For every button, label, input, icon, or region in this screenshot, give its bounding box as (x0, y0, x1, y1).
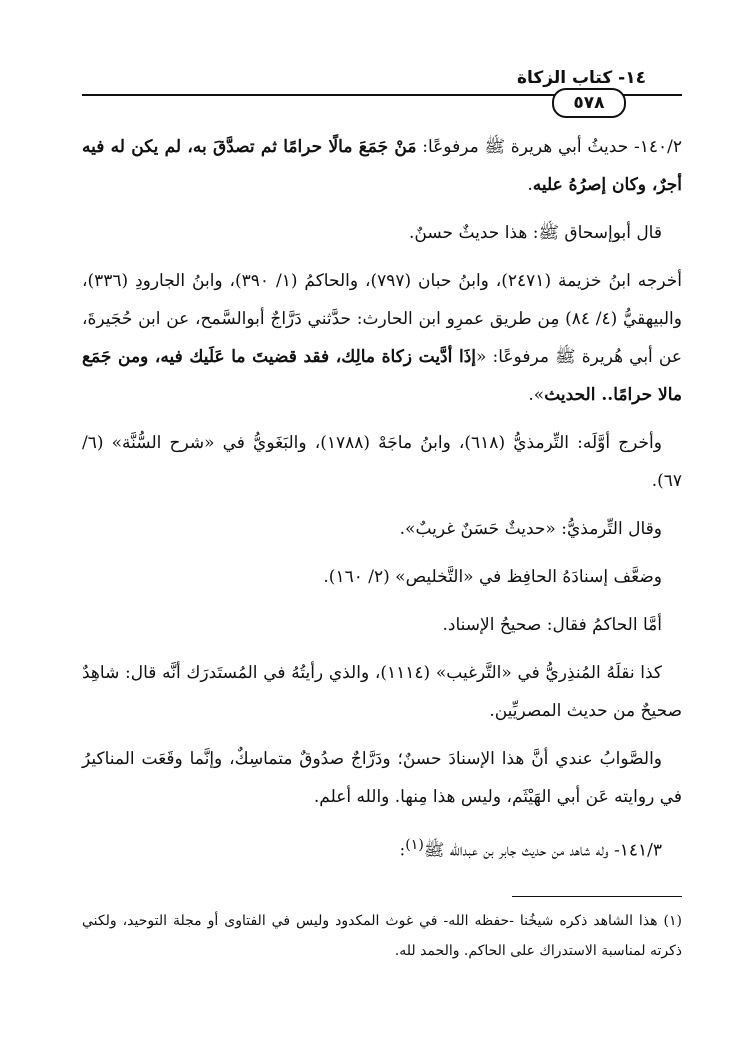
text-segment: مَنْ جَمَعَ مالًا حرامًا ثم تصدَّقَ به، لم يكن له فيه أجرٌ، وكان إصرُهُ عليه (82, 137, 682, 195)
main-text (82, 128, 682, 880)
footnote-marker[interactable]: (١) (405, 837, 424, 853)
text-segment: وأخرج أوَّلَه: التِّرمذيُّ (٦١٨)، وابنُ ماجَهْ (١٧٨٨)، والبَغَويُّ في «شرح السُّنَّة» (٦/ ٦٧). (82, 433, 682, 491)
paragraph (82, 606, 682, 644)
paragraph (82, 558, 682, 596)
text-segment: أخرجه ابنُ خزيمة (٢٤٧١)، وابنُ حبان (٧٩٧)، والحاكمُ (١/ ٣٩٠)، وابنُ الجارودِ (٣٣٦)، والبيهقيُّ (٤/ ٨٤) مِن طريق عمرِو ابن الحارث: حدَّثني دَرَّاجٌ أبوالسَّمح، عن ابن حُجَيرةَ، عن أبي هُريرة ﷺ مرفوعًا: « (82, 271, 682, 367)
paragraph (82, 740, 682, 816)
text-segment: وضعَّف إسنادَهُ الحافِظ في «التَّخليص» (٢/ ١٦٠). (323, 567, 662, 587)
text-segment: ». (528, 385, 545, 405)
footnotes (82, 906, 682, 966)
paragraph (82, 654, 682, 730)
page-number-badge: ٥٧٨ (552, 88, 626, 118)
text-segment: ١٤٠/٢- حديثُ أبي هريرة (505, 137, 682, 157)
text-segment: ١٤١/٣- وله شاهد من حديث جابر بن عبدالله ﷺ (423, 840, 662, 861)
text-segment: مرفوعًا: (416, 137, 485, 157)
text-segment: كذا نقلَهُ المُنذِريُّ في «التَّرغيب» (١١١٤)، والذي رأيتُهُ في المُستَدرَك أنَّه قال: شاهِدٌ صحيحٌ من حديث المصريِّين. (82, 663, 682, 721)
paragraph (82, 424, 682, 500)
paragraph (82, 510, 682, 548)
text-segment: . (527, 175, 533, 195)
chapter-title: ١٤- كتاب الزكاة (516, 68, 646, 88)
text-segment: : (399, 840, 406, 861)
paragraph (82, 214, 682, 252)
text-segment: أمَّا الحاكمُ فقال: صحيحُ الإسناد. (442, 615, 662, 635)
footnote: (١) هذا الشاهد ذكره شيخُنا -حفظه الله- في غوث المكدود وليس في الفتاوى أو مجلة التوحيد، ولكني ذكرته لمناسبة الاستدراك على الحاكم. والحمد لله. (82, 913, 682, 959)
paragraph (82, 262, 682, 414)
text-segment: قال أبوإسحاق ﷺ: هذا حديثٌ حسنٌ. (409, 223, 662, 243)
text-segment: إذَا أدَّيت زكاة مالِك، فقد قضيتَ ما عَلَيك فيه، ومن جَمَع مالا حرامًا.. الحديث (82, 347, 682, 405)
paragraph (82, 826, 682, 870)
paragraph (82, 128, 682, 204)
footnote-rule (512, 896, 682, 897)
text-segment: ﷺ (484, 137, 506, 157)
text-segment: والصَّوابُ عندي أنَّ هذا الإسنادَ حسنٌ؛ ودَرَّاجٌ صدُوقٌ متماسِكٌ، وإنَّما وقَعَت المناكيرُ في روايته عَن أبي الهَيْثَم، وليس هذا مِنها. والله أعلم. (82, 749, 682, 807)
text-segment: وقال التِّرمذيُّ: «حديثٌ حَسَنٌ غريبٌ». (399, 519, 662, 539)
